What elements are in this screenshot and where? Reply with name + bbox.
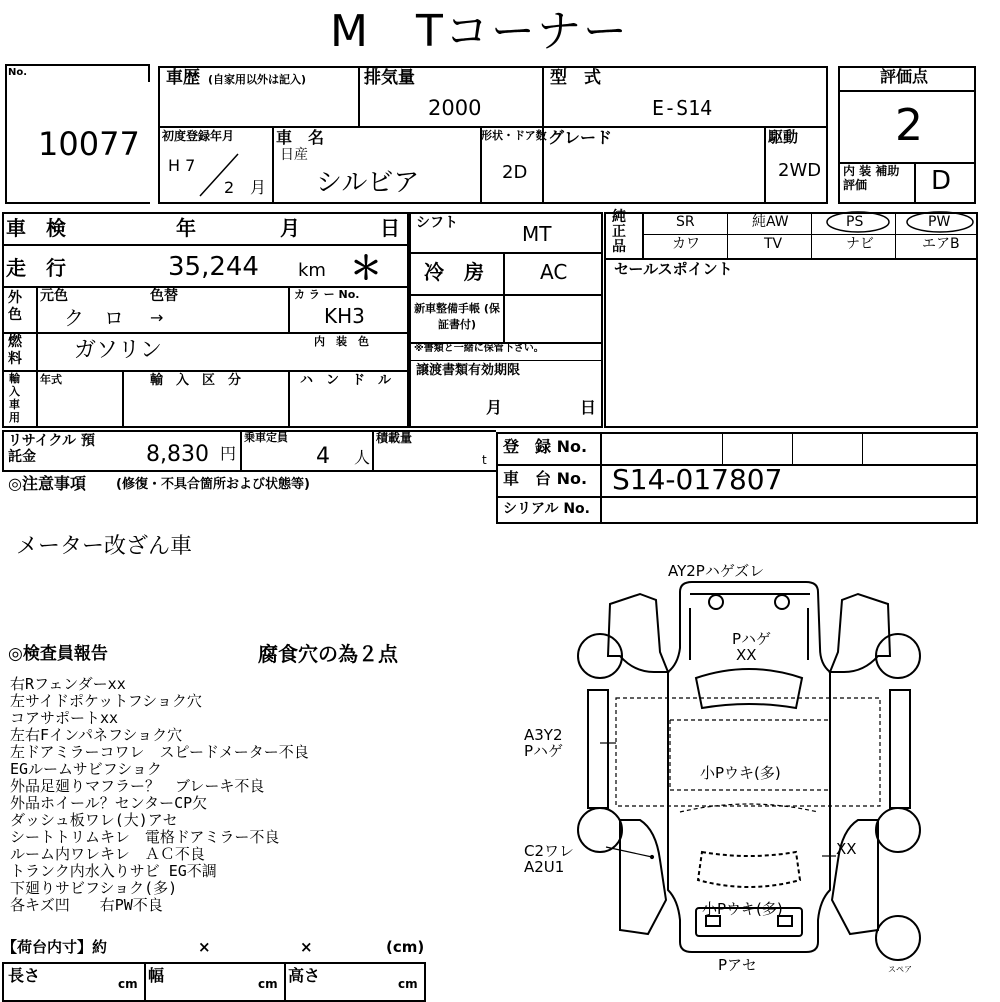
- import-handle-label: ハ ン ド ル: [300, 373, 392, 388]
- capacity-label: 乗車定員: [244, 431, 288, 444]
- aircon-value: AC: [540, 260, 568, 284]
- recycle-unit: 円: [220, 444, 237, 463]
- mileage-unit: km: [298, 260, 326, 281]
- chassis-label: 車 台 No.: [503, 469, 588, 488]
- notes-text: メーター改ざん車: [16, 534, 193, 559]
- color-orig-value: ク ロ: [64, 306, 124, 330]
- damage-trunk: 小Pウキ(多): [702, 900, 783, 918]
- displacement-value: 2000: [428, 96, 482, 120]
- spare-label: スペア: [888, 965, 912, 974]
- shift-label: シフト: [416, 215, 458, 231]
- lot-number: 10077: [38, 125, 140, 163]
- cargo-x1: ×: [198, 938, 211, 956]
- displacement-label: 排気量: [364, 68, 415, 88]
- option-airbag: エアB: [922, 236, 960, 252]
- damage-rear: Pアセ: [718, 956, 757, 974]
- cargo-height-label: 高さ: [288, 966, 321, 985]
- inspection-label: 車 検: [6, 216, 66, 240]
- car-name-value: シルビア: [316, 168, 420, 198]
- history-label: 車歴: [166, 68, 200, 88]
- cargo-length-label: 長さ: [8, 966, 41, 985]
- interior-label: 内 装 補助評価: [843, 164, 900, 192]
- rating-value: 2: [895, 100, 923, 151]
- interior-color-label: 内 装 色: [314, 335, 369, 348]
- slash-divider: [196, 150, 242, 200]
- chassis-value: S14-017807: [612, 463, 783, 496]
- damage-hood-2: XX: [736, 646, 757, 664]
- first-reg-label: 初度登録年月: [162, 129, 235, 143]
- damage-right: XX: [836, 840, 857, 858]
- report-line: 左ドアミラーコワレ スピードメーター不良: [10, 743, 309, 761]
- aircon-label: 冷 房: [424, 260, 484, 284]
- damage-left-rear-1: C2ワレ: [524, 842, 575, 860]
- cargo-length-unit: cm: [118, 977, 138, 991]
- transfer-month: 月: [486, 398, 503, 417]
- capacity-value: 4: [316, 444, 330, 469]
- load-label: 積載量: [376, 431, 413, 445]
- cargo-x2: ×: [300, 938, 313, 956]
- transfer-label: 譲渡書類有効期限: [416, 363, 521, 378]
- registration-label: 登 録 No.: [503, 437, 588, 456]
- first-reg-era: H 7: [168, 156, 196, 175]
- option-sr: SR: [676, 214, 695, 230]
- option-navi: ナビ: [846, 236, 874, 252]
- damage-left-front-2: Pハゲ: [524, 742, 564, 760]
- car-name-label: 車 名: [276, 128, 325, 147]
- shift-value: MT: [522, 222, 552, 246]
- notes-label: ◎注意事項: [8, 474, 86, 493]
- mileage-label: 走 行: [6, 256, 66, 280]
- model-label: 型 式: [550, 68, 601, 88]
- sales-point-label: セールスポイント: [614, 260, 733, 278]
- report-line: 外品足廻りマフラー？ ブレーキ不良: [10, 777, 265, 795]
- cargo-height-unit: cm: [398, 977, 418, 991]
- model-value: E-S14: [652, 96, 713, 120]
- transfer-day: 日: [580, 398, 597, 417]
- warranty-note: ※書類と一緒に保管下さい。: [414, 343, 544, 354]
- cargo-unit: (cm): [386, 938, 425, 956]
- report-lines: [10, 676, 309, 914]
- report-line: 右Rフェンダーxx: [10, 675, 126, 693]
- fuel-label: 燃料: [8, 334, 22, 367]
- report-line: トランク内水入りサビ EG不調: [10, 862, 217, 880]
- color-change-label: 色替: [150, 288, 178, 304]
- report-line: ダッシュ板ワレ(大)アセ: [10, 811, 178, 829]
- color-side-label: 外色: [8, 290, 22, 323]
- capacity-unit: 人: [354, 448, 371, 467]
- report-line: コアサポートxx: [10, 709, 119, 727]
- color-code-label: カ ラ ー No.: [294, 288, 360, 301]
- first-reg-month-unit: 月: [250, 178, 267, 197]
- notes-sub: (修復・不具合箇所および状態等): [116, 477, 310, 492]
- report-line: EGルームサビフショク: [10, 760, 162, 778]
- recycle-value: 8,830: [146, 442, 209, 467]
- car-damage-diagram: [520, 560, 990, 980]
- first-reg-month: 2: [224, 178, 235, 197]
- drive-value: 2WD: [778, 160, 822, 181]
- color-code-value: KH3: [324, 304, 365, 328]
- interior-value: D: [931, 166, 952, 196]
- report-headline: 腐食穴の為２点: [258, 642, 398, 666]
- serial-label: シリアル No.: [503, 501, 590, 517]
- cargo-width-unit: cm: [258, 977, 278, 991]
- inspection-month: 月: [280, 216, 300, 240]
- damage-left-front-1: A3Y2: [524, 726, 563, 744]
- color-orig-label: 元色: [40, 288, 68, 304]
- report-line: 外品ホイール？センターCP欠: [10, 794, 208, 812]
- report-line: 左右Fインパネフショク穴: [10, 726, 183, 744]
- warranty-label: 新車整備手帳 (保証書付): [414, 302, 500, 331]
- history-note: (自家用以外は記入): [208, 73, 307, 86]
- report-line: 各キズ凹 右PW不良: [10, 896, 163, 914]
- report-line: 下廻りサビフショク(多): [10, 879, 178, 897]
- option-aw: 純AW: [752, 214, 789, 230]
- report-line: シートトリムキレ 電格ドアミラー不良: [10, 828, 280, 846]
- car-maker: 日産: [280, 147, 308, 163]
- cargo-table: [2, 962, 426, 1002]
- damage-hood-1: Pハゲ: [732, 630, 772, 648]
- option-pw: PW: [928, 214, 951, 230]
- color-change-value: →: [150, 308, 164, 327]
- doors-value: 2D: [502, 162, 528, 183]
- page-title: M Tコーナー: [330, 6, 629, 57]
- option-leather: カワ: [672, 236, 700, 252]
- mileage-value: 35,244: [168, 252, 259, 282]
- recycle-label: リサイクル 預託金: [8, 433, 95, 465]
- import-label: 輸入車用: [9, 372, 20, 424]
- cargo-label: 【荷台内寸】約: [2, 938, 108, 956]
- damage-left-rear-2: A2U1: [524, 858, 565, 876]
- damage-front: AY2Pハゲズレ: [668, 562, 765, 580]
- mileage-mark: ＊: [350, 249, 383, 287]
- cargo-width-label: 幅: [148, 966, 165, 985]
- option-ps: PS: [846, 214, 864, 230]
- option-tv: TV: [764, 236, 783, 252]
- rating-label: 評価点: [880, 67, 929, 86]
- fuel-value: ガソリン: [74, 338, 163, 363]
- inspection-day: 日: [380, 216, 400, 240]
- damage-roof: 小Pウキ(多): [700, 764, 781, 782]
- doors-label: 形状・ドア数: [481, 129, 547, 142]
- drive-label: 駆動: [768, 128, 799, 146]
- load-unit: t: [482, 453, 487, 467]
- import-type-label: 輸 入 区 分: [150, 373, 242, 388]
- inspection-year: 年: [176, 216, 196, 240]
- lot-no-label: No.: [8, 67, 28, 78]
- report-line: 左サイドポケットフショク穴: [10, 692, 202, 710]
- grade-label: グレード: [548, 128, 613, 147]
- report-line: ルーム内ワレキレ ＡＣ不良: [10, 845, 205, 863]
- import-year-label: 年式: [40, 373, 62, 386]
- options-label: 純正品: [612, 209, 626, 255]
- report-label: ◎検査員報告: [8, 644, 108, 664]
